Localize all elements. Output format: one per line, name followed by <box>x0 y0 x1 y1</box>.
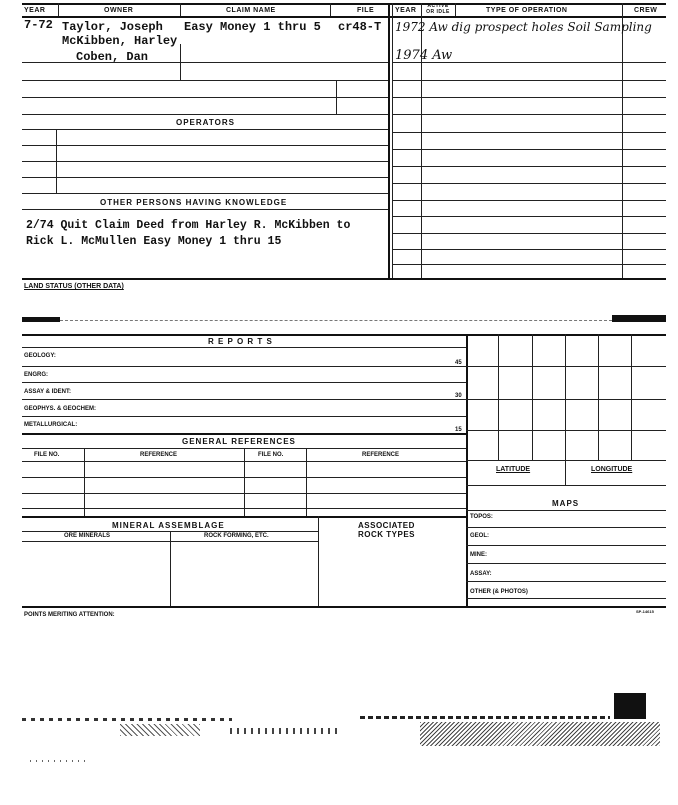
maps-other: OTHER (& PHOTOS) <box>470 589 528 595</box>
maps-topos: TOPOS: <box>470 514 493 520</box>
longitude-label: LONGITUDE <box>591 466 633 473</box>
report-assay: ASSAY & IDENT: <box>24 389 72 395</box>
col-crew: CREW <box>634 7 658 14</box>
col-file: FILE <box>357 7 375 14</box>
points-meriting-attention: POINTS MERITING ATTENTION: <box>24 612 115 618</box>
report-geology: GEOLOGY: <box>24 353 56 359</box>
form-number: SP-14615 <box>636 609 654 614</box>
maps-title: MAPS <box>552 499 580 508</box>
col-type-of-operation: TYPE OF OPERATION <box>486 7 568 14</box>
report-geophys: GEOPHYS. & GEOCHEM: <box>24 406 97 412</box>
reports-title: R E P O R T S <box>208 337 273 346</box>
knowledge-line-2: Rick L. McMullen Easy Money 1 thru 15 <box>26 235 282 248</box>
scan-blot <box>614 693 646 719</box>
col-year-2: YEAR <box>395 7 417 14</box>
report-engrg: ENGRG: <box>24 372 48 378</box>
general-references-title: GENERAL REFERENCES <box>182 437 296 446</box>
rock-forming-label: ROCK FORMING, ETC. <box>204 533 269 539</box>
land-status-label: LAND STATUS (OTHER DATA) <box>24 283 124 290</box>
file-no: cr48-T <box>338 20 382 34</box>
claim-name: Easy Money 1 thru 5 <box>184 20 321 34</box>
operators-title: OPERATORS <box>176 118 235 127</box>
associated-label: ASSOCIATED <box>358 521 415 530</box>
redaction-mark <box>612 315 666 322</box>
rock-types-label: ROCK TYPES <box>358 530 416 539</box>
maps-mine: MINE: <box>470 552 487 558</box>
knowledge-line-1: 2/74 Quit Claim Deed from Harley R. McKibben to <box>26 219 351 232</box>
redaction-mark <box>22 317 60 322</box>
operation-line-1: 1972 Aw dig prospect holes Soil Sampling <box>395 20 652 34</box>
col-year: YEAR <box>24 7 46 14</box>
maps-assay: ASSAY: <box>470 571 492 577</box>
owner-1: Taylor, Joseph <box>62 20 163 34</box>
ref-col-reference-2: REFERENCE <box>362 452 400 458</box>
report-metallurgical: METALLURGICAL: <box>24 422 78 428</box>
ref-col-file-no-2: FILE NO. <box>258 452 284 458</box>
col-owner: OWNER <box>104 7 134 14</box>
mineral-title: MINERAL ASSEMBLAGE <box>112 521 225 530</box>
operation-line-2: 1974 Aw <box>395 48 453 63</box>
col-claim-name: CLAIM NAME <box>226 7 276 14</box>
ref-col-file-no: FILE NO. <box>34 452 60 458</box>
report-num-30: 30 <box>455 393 462 399</box>
owner-2: McKibben, Harley <box>62 34 178 48</box>
latitude-label: LATITUDE <box>496 466 531 473</box>
maps-geol: GEOL: <box>470 533 489 539</box>
ref-col-reference: REFERENCE <box>140 452 178 458</box>
knowledge-title: OTHER PERSONS HAVING KNOWLEDGE <box>100 198 288 207</box>
owner-3: Coben, Dan <box>76 50 149 64</box>
report-num-45: 45 <box>455 360 462 366</box>
report-num-15: 15 <box>455 427 462 433</box>
col-active-idle: ACTIVE OR IDLE <box>426 3 450 15</box>
record-date: 7-72 <box>24 18 53 32</box>
ore-minerals-label: ORE MINERALS <box>64 533 111 539</box>
